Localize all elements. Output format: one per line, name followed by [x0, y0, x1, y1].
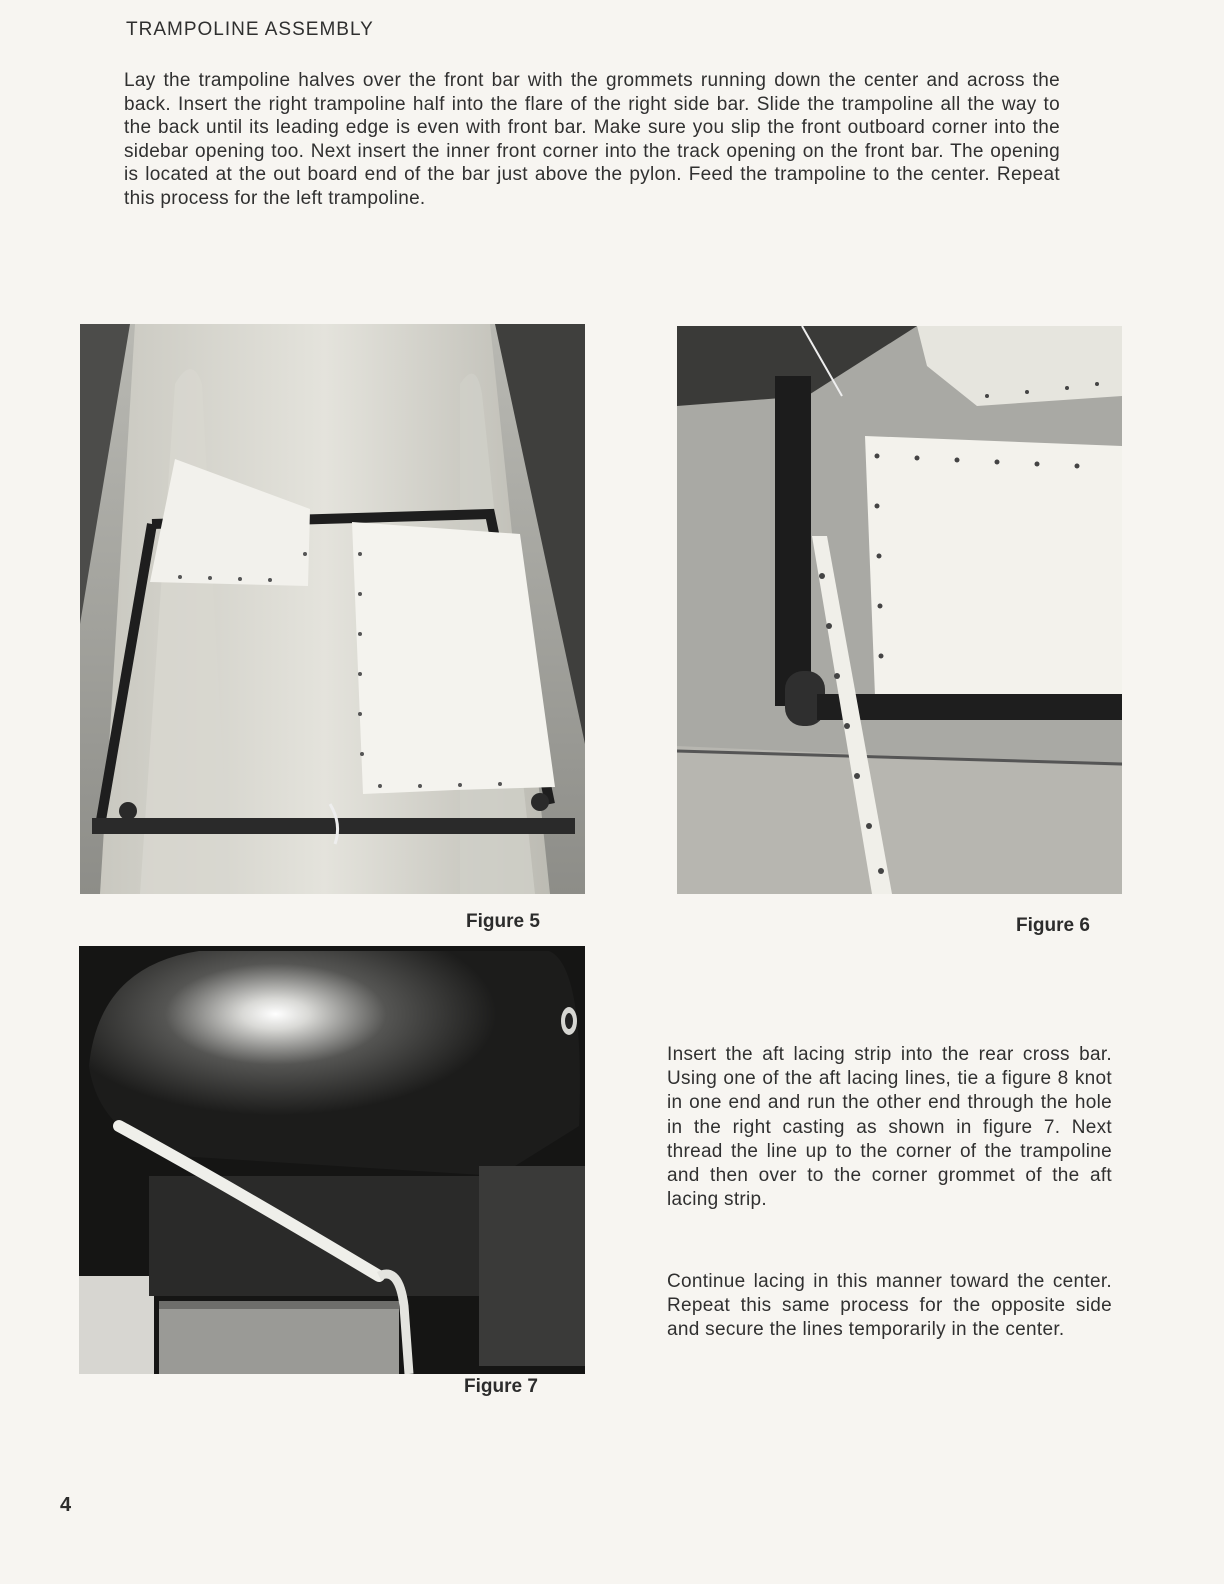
- figure-6-illustration: [677, 326, 1122, 894]
- figure-6-photo: [677, 326, 1122, 894]
- section-heading: TRAMPOLINE ASSEMBLY: [126, 19, 374, 40]
- lacing-instructions-paragraph: Insert the aft lacing strip into the rear cross bar. Using one of the aft lacing lines, tie a figure 8 knot in one end and run the other end through the hole in the right casting as shown in figure 7. Next thread the line up to the corner of the trampoline and then over to the corner grommet of the aft lacing strip.: [667, 1044, 1112, 1211]
- figure-7-caption: Figure 7: [464, 1376, 538, 1397]
- figure-7-illustration: [79, 946, 585, 1374]
- page-number: 4: [60, 1494, 72, 1516]
- figure-5-illustration: [80, 324, 585, 894]
- intro-paragraph: Lay the trampoline halves over the front bar with the grommets running down the center and across the back. Insert the right trampoline half into the flare of the right side bar. Slide the trampoline all the way to the back until its leading edge is even with front bar. Make sure you slip the front outboard corner into the sidebar opening too. Next insert the inner front corner into the track opening on the front bar. The opening is located at the out board end of the bar just above the pylon. Feed the trampoline to the center. Repeat this process for the left trampoline.: [124, 70, 1060, 209]
- figure-7-photo: [79, 946, 585, 1374]
- figure-5-photo: [80, 324, 585, 894]
- figure-5-caption: Figure 5: [466, 911, 540, 932]
- figure-6-caption: Figure 6: [1016, 915, 1090, 936]
- continue-lacing-paragraph: Continue lacing in this manner toward the center. Repeat this same process for the opposite side and secure the lines temporarily in the center.: [667, 1271, 1112, 1341]
